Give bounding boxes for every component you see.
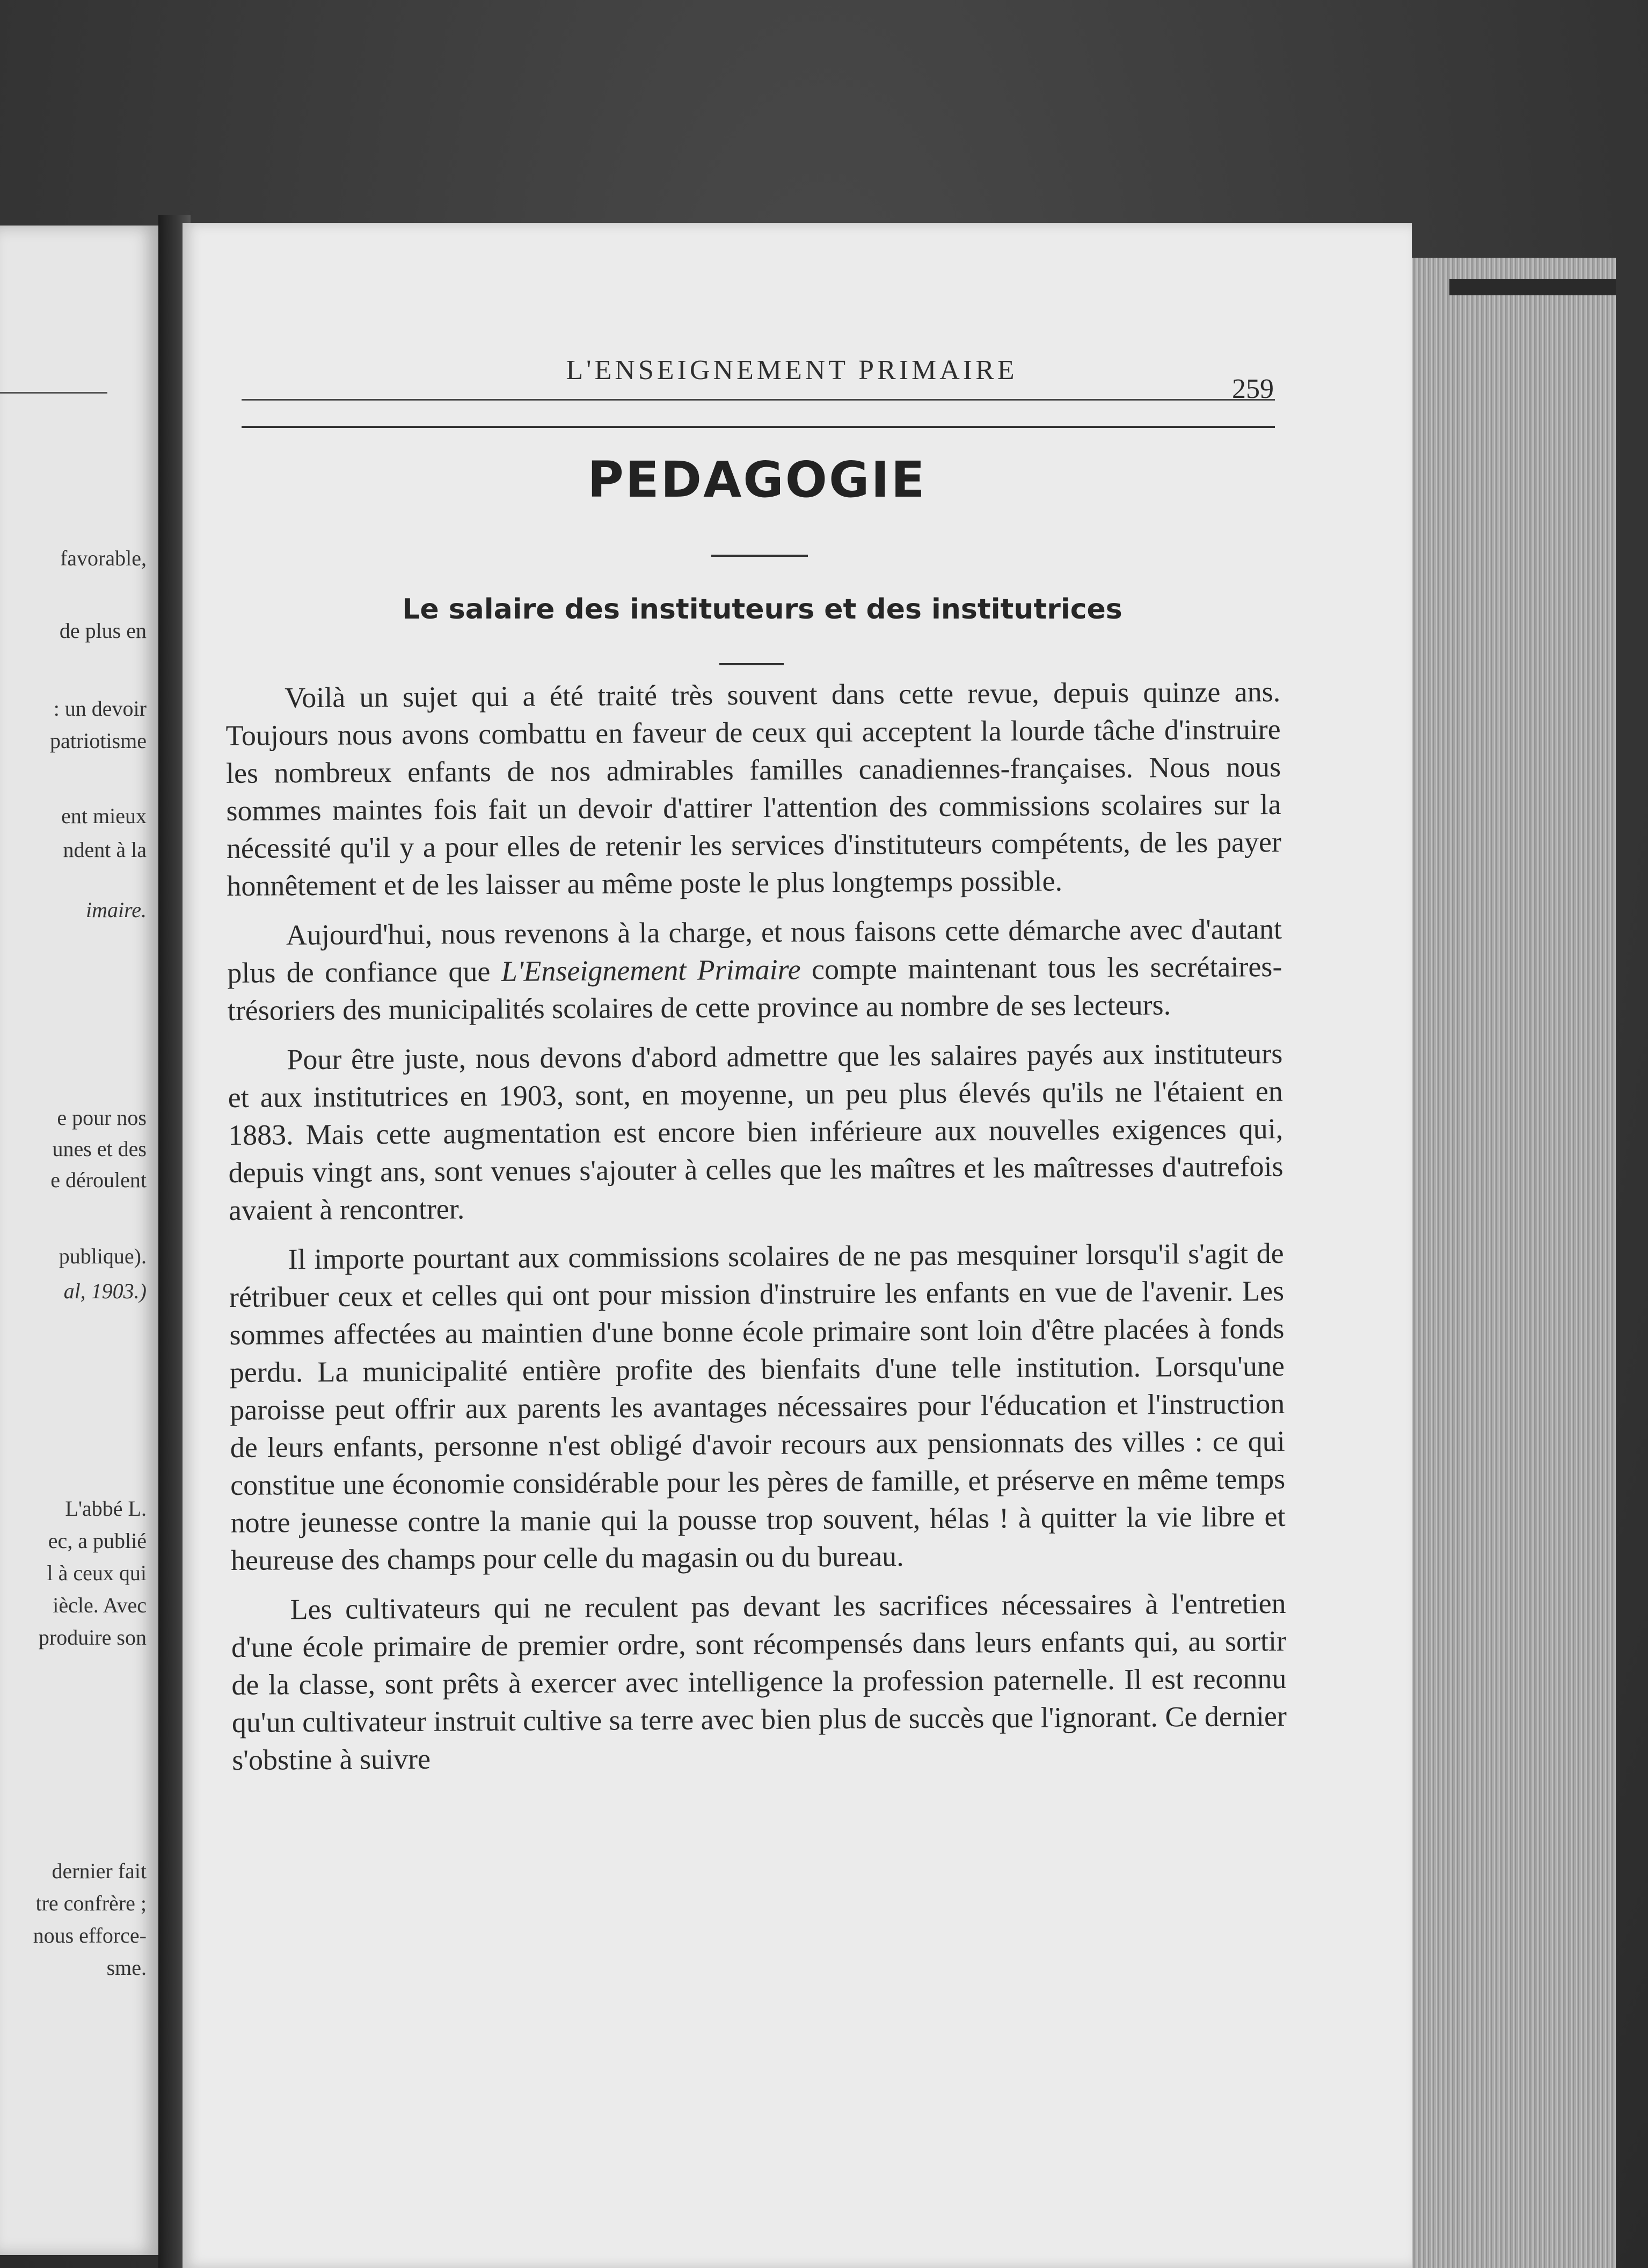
left-page-line: nous efforce-	[33, 1923, 147, 1947]
left-page-line: unes et des	[52, 1137, 147, 1161]
paragraph-text: Aujourd'hui, nous revenons à la charge, et nous faisons cette démarche avec d'autant plus de confiance que	[227, 912, 1282, 989]
paragraph: Pour être juste, nous devons d'abord admettre que les salaires payés aux instituteurs et aux institutrices en 1903, sont, en moyenne, un peu plus élevés qu'ils ne l'étaient en 1883. Mais cette augmentation est encore bien inférieure aux nouvelles exigences qui, depuis vingt ans, sont venues s'ajouter à celles que les maîtres et les maîtresses d'autrefois avaient à rencontrer.	[228, 1037, 1284, 1226]
left-page-line: tre confrère ;	[35, 1891, 147, 1915]
left-page-line: e pour nos	[57, 1106, 147, 1130]
left-page-line: ndent à la	[63, 838, 147, 862]
left-page-line: dernier fait	[52, 1859, 147, 1883]
left-page-line: : un devoir	[53, 696, 147, 721]
paragraph: Les cultivateurs qui ne reculent pas devant les sacrifices nécessaires à l'entretien d'une école primaire de premier ordre, sont récompensés dans leurs enfants qui, au sortir de la classe, sont prêts à exercer avec intelligence la profession paternelle. Il est reconnu qu'un cultivateur instruit cultive sa terre avec bien plus de succès que l'ignorant. Ce dernier s'obstine à suivre	[231, 1587, 1287, 1776]
left-page-line: de plus en	[59, 619, 147, 643]
left-page-line: ent mieux	[61, 804, 147, 828]
header-rule	[242, 426, 1275, 428]
left-page-line: produire son	[38, 1625, 147, 1649]
left-page-line: sme.	[106, 1956, 147, 1980]
running-head: L'ENSEIGNEMENT PRIMAIRE	[566, 355, 1018, 386]
paragraph: Voilà un sujet qui a été traité très souvent dans cette revue, depuis quinze ans. Toujours nous avons combattu en faveur de ceux qui acceptent la lourde tâche d'instruire les nombreux enfants de nos admirables familles canadiennes-françaises. Nous nous sommes maintes fois fait un devoir d'attirer l'attention des commissions scolaires sur la nécessité qu'il y a pour elles de retenir les services d'instituteurs compétents, de les payer honnêtement et de les laisser au même poste le plus longtemps possible.	[225, 675, 1282, 902]
left-page-line: ec, a publié	[48, 1529, 147, 1553]
stacked-page-edges	[1401, 258, 1616, 2268]
paragraph-text: compte maintenant tous les secrétaires-trésoriers des municipalités scolaires de cette province au nombre de ses lecteurs.	[227, 950, 1282, 1027]
header-rule	[242, 399, 1275, 401]
journal-title: L'Enseignement Primaire	[501, 953, 801, 987]
title-divider	[711, 555, 808, 557]
page-number: 259	[1232, 374, 1274, 404]
left-page-line: imaire.	[86, 898, 147, 922]
page-edges-shadow	[1449, 279, 1616, 295]
left-page-header-rule	[0, 392, 107, 394]
section-title: PEDAGOGIE	[587, 451, 927, 508]
title-divider	[719, 663, 784, 665]
previous-page-fragment	[0, 226, 158, 2255]
left-page-line: publique).	[59, 1244, 147, 1268]
article-body	[225, 673, 1287, 1789]
paragraph: Il importe pourtant aux commissions scolaires de ne pas mesquiner lorsqu'il s'agit de rétribuer ceux et celles qui ont pour mission d'instruire les enfants en vue de l'avenir. Les sommes affectées au maintien d'une bonne école primaire sont loin d'être placées à fonds perdu. La municipalité entière profite des bienfaits d'une telle institution. Lorsqu'une paroisse peut offrir aux parents les avantages nécessaires pour l'éducation et l'instruction de leurs enfants, personne n'est obligé d'avoir recours aux pensionnats des villes : ce qui constitue une économie considérable pour les pères de famille, et préserve en même temps notre jeunesse contre la manie qui la pousse trop souvent, hélas ! à quitter la vie libre et heureuse des champs pour celle du magasin ou du bureau.	[229, 1237, 1286, 1576]
left-page-line: L'abbé L.	[65, 1496, 147, 1521]
main-page	[183, 223, 1412, 2268]
left-page-line: patriotisme	[50, 729, 147, 753]
left-page-line: al, 1903.)	[63, 1279, 147, 1303]
left-page-line: favorable,	[60, 546, 147, 570]
left-page-line: l à ceux qui	[47, 1561, 147, 1585]
article-title: Le salaire des instituteurs et des institutrices	[402, 593, 1122, 626]
paragraph	[227, 910, 1282, 1029]
left-page-line: iècle. Avec	[53, 1593, 147, 1617]
left-page-line: e déroulent	[50, 1168, 147, 1192]
